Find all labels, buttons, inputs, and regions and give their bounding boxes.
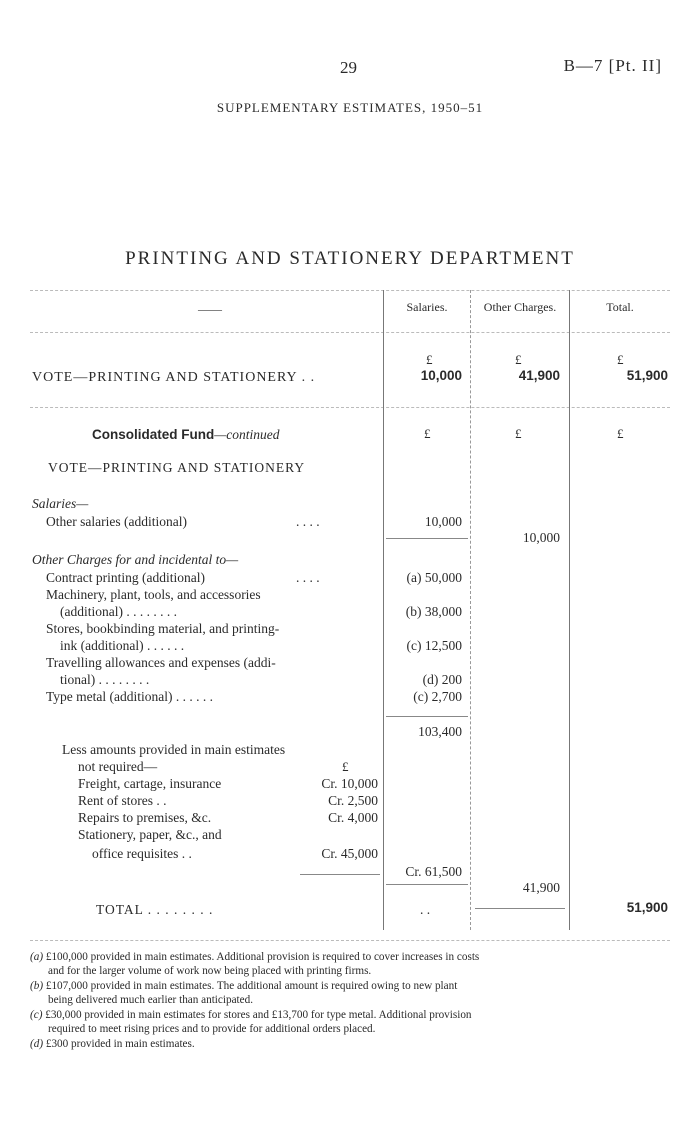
total-salaries: . . <box>420 902 431 917</box>
machinery-value: (b) 38,000 <box>405 604 462 619</box>
footnote <box>30 1009 472 1021</box>
less-item-label: Rent of stores . . <box>78 793 167 808</box>
type-metal-value: (c) 2,700 <box>413 689 462 704</box>
stores-label-line1: Stores, bookbinding material, and printing- <box>46 621 280 636</box>
less-item-value: Cr. 4,000 <box>328 810 378 825</box>
footnote-continued: being delivered much earlier than anticipated. <box>48 994 254 1006</box>
less-item-value: Cr. 2,500 <box>328 793 378 808</box>
vote-other-charges: 41,900 <box>518 368 560 383</box>
pound-sign: £ <box>515 426 522 441</box>
footnote <box>30 951 479 963</box>
pound-sign: £ <box>617 426 624 441</box>
salaries-other-column-value: 10,000 <box>522 530 560 545</box>
total-header: Total. <box>606 300 634 314</box>
vote-total: 51,900 <box>626 368 668 383</box>
page-number: 29 <box>340 58 357 77</box>
contract-printing-dots: . . . . <box>296 570 320 585</box>
travelling-label-line2: tional) . . . . . . . . <box>60 672 150 687</box>
pound-sign: £ <box>515 352 522 367</box>
stores-label-line2: ink (additional) . . . . . . <box>60 638 185 653</box>
total-label: TOTAL . . . . . . . . <box>96 902 214 917</box>
less-item-label-cont: office requisites . . <box>92 846 192 861</box>
salaries-subtotal-rule <box>386 538 468 539</box>
footnote-mark: (d) <box>30 1038 44 1050</box>
pound-sign: £ <box>342 759 349 774</box>
other-charges-header: Other Charges. <box>483 300 557 314</box>
less-subtotal-rule <box>300 874 380 875</box>
vote-label: VOTE—PRINTING AND STATIONERY . . <box>32 370 316 385</box>
footnote-mark: (b) <box>30 980 44 992</box>
salaries-header: Salaries. <box>406 300 448 314</box>
salaries-item-label: Other salaries (additional) <box>46 514 187 529</box>
machinery-label-line2: (additional) . . . . . . . . <box>60 604 177 619</box>
other-charges-subtotal: 103,400 <box>418 724 462 739</box>
other-charges-subtotal-rule <box>386 716 468 717</box>
less-heading-line1: Less amounts provided in main estimates <box>62 742 286 757</box>
header-bottom-rule <box>30 332 670 333</box>
less-item-value: Cr. 45,000 <box>321 846 378 861</box>
less-item-label: Repairs to premises, &c. <box>78 810 212 825</box>
travelling-value: (d) 200 <box>422 672 462 687</box>
footnote-continued: required to meet rising prices and to provide for additional orders placed. <box>48 1023 376 1035</box>
running-header: SUPPLEMENTARY ESTIMATES, 1950–51 <box>216 100 484 115</box>
travelling-label-line1: Travelling allowances and expenses (addi- <box>46 655 276 670</box>
vote-bottom-rule <box>30 407 670 408</box>
less-total-rule <box>386 884 468 885</box>
table-top-rule <box>30 290 670 291</box>
less-item-value: Cr. 10,000 <box>321 776 378 791</box>
column-divider-other <box>470 290 471 930</box>
grand-total: 51,900 <box>626 900 668 915</box>
salaries-item-value: 10,000 <box>424 514 462 529</box>
type-metal-label: Type metal (additional) . . . . . . <box>46 689 214 704</box>
blank-column-header: —— <box>198 302 222 316</box>
salaries-heading: Salaries— <box>32 496 89 511</box>
footnote-text: £30,000 provided in main estimates for stores and £13,700 for type metal. Additional provision <box>45 1009 472 1021</box>
contract-printing-value: (a) 50,000 <box>406 570 462 585</box>
contract-printing-label: Contract printing (additional) <box>46 570 205 585</box>
machinery-label-line1: Machinery, plant, tools, and accessories <box>46 587 261 602</box>
salaries-item-dots: . . . . <box>296 514 320 529</box>
table-bottom-rule <box>30 940 670 941</box>
footnote-continued: and for the larger volume of work now being placed with printing firms. <box>48 965 372 977</box>
footnote-text: £107,000 provided in main estimates. The additional amount is required owing to new plant <box>45 980 458 992</box>
stores-value: (c) 12,500 <box>406 638 462 653</box>
document-reference: B—7 [Pt. II] <box>563 56 662 75</box>
fund-vote-label: VOTE—PRINTING AND STATIONERY <box>48 460 306 475</box>
fund-continued: —continued <box>214 427 280 442</box>
fund-heading <box>92 426 280 444</box>
pound-sign: £ <box>617 352 624 367</box>
vote-salaries: 10,000 <box>420 368 462 383</box>
pound-sign: £ <box>426 352 433 367</box>
column-divider-salaries <box>383 290 384 930</box>
fund-title: Consolidated Fund <box>92 427 215 442</box>
total-other-rule <box>475 908 565 909</box>
column-divider-total <box>569 290 570 930</box>
department-title: PRINTING AND STATIONERY DEPARTMENT <box>125 248 575 269</box>
footnote-mark: (a) <box>30 951 44 963</box>
net-other-charges: 41,900 <box>522 880 560 895</box>
less-total: Cr. 61,500 <box>405 864 462 879</box>
footnote-mark: (c) <box>30 1009 43 1021</box>
less-item-label: Stationery, paper, &c., and <box>78 827 222 842</box>
footnote <box>30 980 457 992</box>
footnote <box>30 1038 195 1050</box>
less-heading-line2: not required— <box>78 759 158 774</box>
footnote-text: £300 provided in main estimates. <box>45 1038 195 1050</box>
other-charges-heading: Other Charges for and incidental to— <box>32 552 239 567</box>
less-item-label: Freight, cartage, insurance <box>78 776 222 791</box>
pound-sign: £ <box>424 426 431 441</box>
footnote-text: £100,000 provided in main estimates. Additional provision is required to cover increases in costs <box>45 951 480 963</box>
